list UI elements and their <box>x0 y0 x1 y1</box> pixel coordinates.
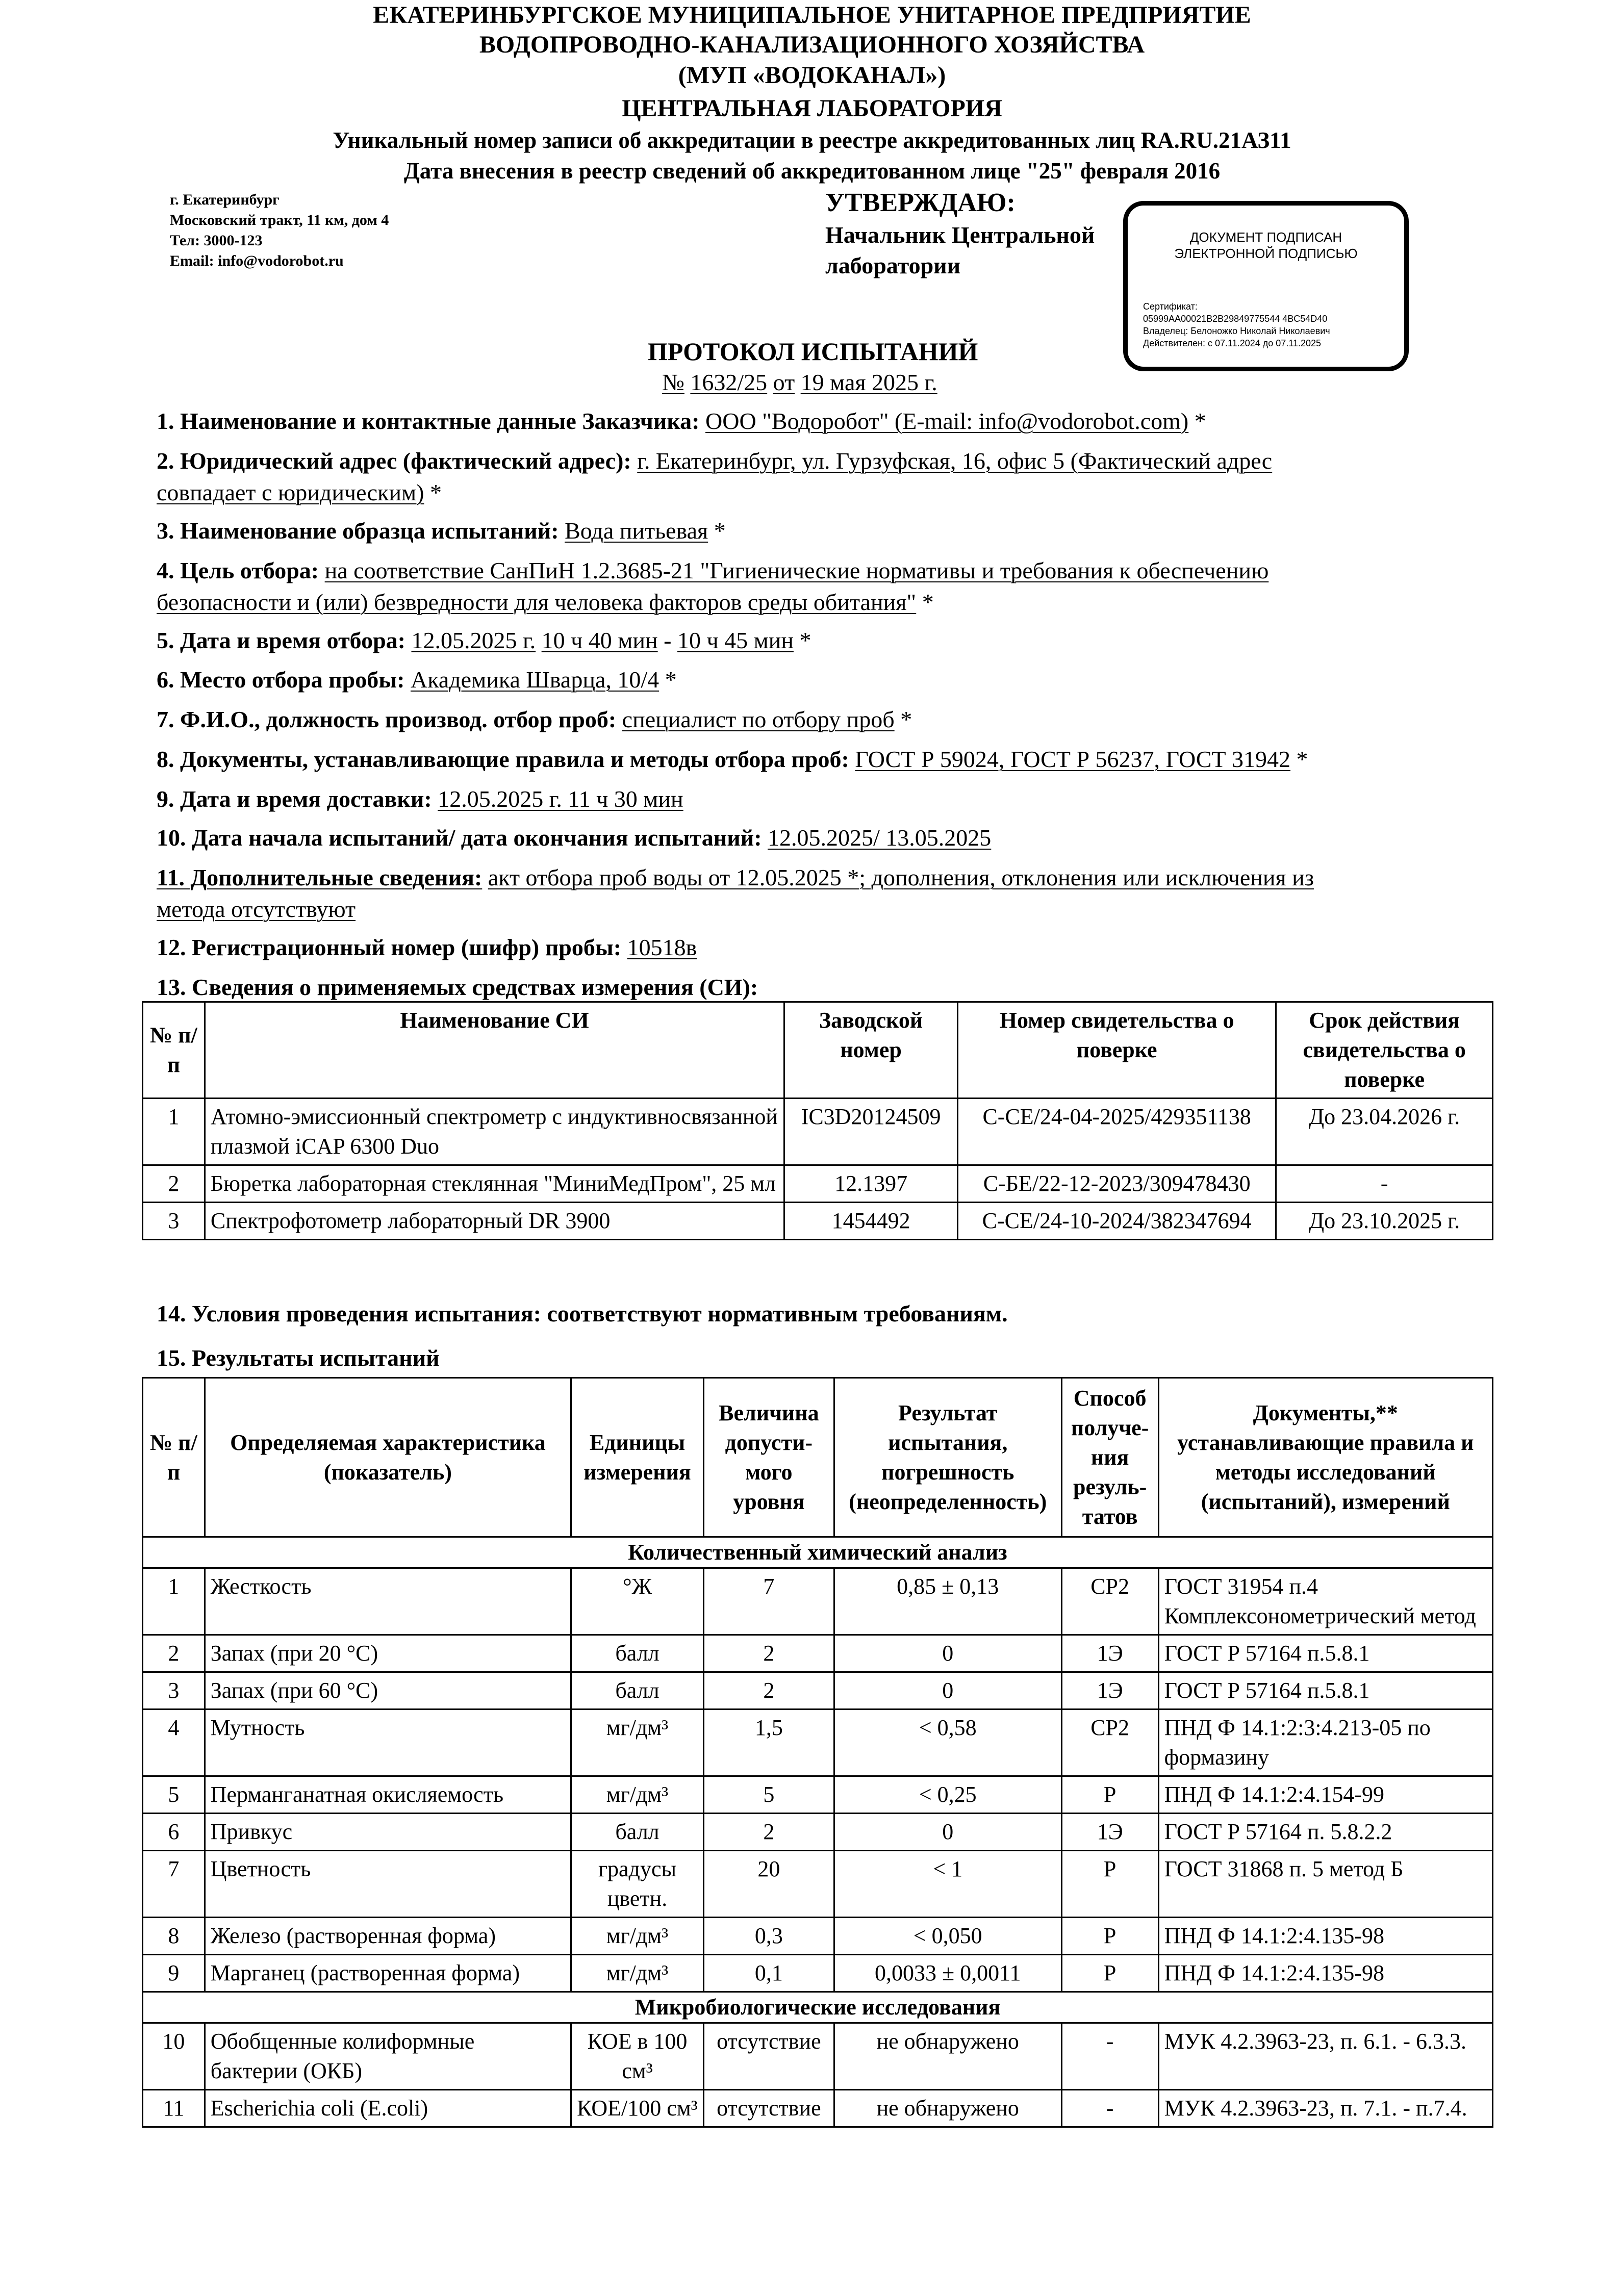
results-cell: Марганец (растворенная форма) <box>205 1955 571 1992</box>
results-cell: 1,5 <box>703 1710 834 1776</box>
results-cell: - <box>1061 2023 1158 2090</box>
item-14: 14. Условия проведения испытания: соответствуют нормативным требованиям. <box>157 1300 1008 1326</box>
item-2-label: 2. Юридический адрес (фактический адрес): <box>157 448 631 474</box>
results-cell: 0,1 <box>703 1955 834 1992</box>
results-cell: мг/дм³ <box>571 1955 704 1992</box>
results-cell: 2 <box>143 1635 205 1672</box>
results-cell: < 0,58 <box>834 1710 1061 1776</box>
table-row <box>143 1165 1493 1203</box>
contact-email: Email: info@vodorobot.ru <box>170 252 344 269</box>
results-cell: отсутствие <box>703 2090 834 2127</box>
org-name-line1: ЕКАТЕРИНБУРГСКОЕ МУНИЦИПАЛЬНОЕ УНИТАРНОЕ ПРЕДПРИЯТИЕ <box>373 2 1251 29</box>
section-chemical: Количественный химический анализ <box>143 1537 1493 1568</box>
results-cell: 7 <box>143 1851 205 1918</box>
results-cell: балл <box>571 1672 704 1710</box>
item-6-value: Академика Шварца, 10/4 <box>410 667 659 693</box>
stamp-owner: Владелец: Белоножко Николай Николаевич <box>1143 326 1330 336</box>
si-cell: 12.1397 <box>784 1165 958 1203</box>
results-cell: СР2 <box>1061 1710 1158 1776</box>
item-11-value-b: метода отсутствуют <box>157 896 356 922</box>
results-cell: 1Э <box>1061 1672 1158 1710</box>
item-8-label: 8. Документы, устанавливающие правила и методы отбора проб: <box>157 746 849 772</box>
results-cell: < 1 <box>834 1851 1061 1918</box>
item-9 <box>157 783 1493 815</box>
item-5-star: * <box>799 627 811 653</box>
protocol-from: от <box>773 369 795 395</box>
results-cell: мг/дм³ <box>571 1776 704 1814</box>
table-row <box>143 1568 1493 1635</box>
results-cell: ПНД Ф 14.1:2:3:4.213-05 по формазину <box>1158 1710 1492 1776</box>
results-cell: Р <box>1061 1918 1158 1955</box>
si-header-certificate: Номер свидетельства о поверке <box>958 1002 1276 1099</box>
si-cell: 3 <box>143 1203 205 1240</box>
stamp-cert: 05999AA00021B2B29849775544 4BC54D40 <box>1143 314 1328 324</box>
results-cell: °Ж <box>571 1568 704 1635</box>
item-1-star: * <box>1194 408 1206 434</box>
protocol-number-line <box>662 367 937 398</box>
contact-address: Московский тракт, 11 км, дом 4 <box>170 212 389 228</box>
table-row <box>143 1099 1493 1165</box>
results-header-result: Результат испытания, погрешность (неопределенность) <box>834 1378 1061 1537</box>
protocol-date: 19 мая 2025 г. <box>800 369 937 395</box>
si-table-header <box>143 1002 1493 1099</box>
item-10-label: 10. Дата начала испытаний/ дата окончания испытаний: <box>157 825 762 851</box>
section-row <box>143 1992 1493 2023</box>
table-row <box>143 1851 1493 1918</box>
item-1-label: 1. Наименование и контактные данные Заказчика: <box>157 408 700 434</box>
results-cell: мг/дм³ <box>571 1918 704 1955</box>
results-cell: 1 <box>143 1568 205 1635</box>
si-cell: 2 <box>143 1165 205 1203</box>
results-cell: 0 <box>834 1672 1061 1710</box>
item-13-label: 13. Сведения о применяемых средствах измерения (СИ): <box>157 974 758 1000</box>
item-4 <box>157 555 1493 618</box>
stamp-cert-label: Сертификат: <box>1143 301 1198 312</box>
results-cell: ГОСТ Р 57164 п.5.8.1 <box>1158 1672 1492 1710</box>
results-header-documents: Документы,** устанавливающие правила и методы исследований (испытаний), измерений <box>1158 1378 1492 1537</box>
item-5: 5. Дата и время отбора: 12.05.2025 г. 10 ч 40 мин - 10 ч 45 мин * <box>157 627 811 653</box>
results-header-method: Способ получе-ния резуль-татов <box>1061 1378 1158 1537</box>
si-header-serial: Заводской номер <box>784 1002 958 1099</box>
results-cell: ПНД Ф 14.1:2:4.135-98 <box>1158 1955 1492 1992</box>
si-cell: - <box>1276 1165 1493 1203</box>
results-cell: балл <box>571 1635 704 1672</box>
table-row <box>143 1635 1493 1672</box>
results-cell: ПНД Ф 14.1:2:4.154-99 <box>1158 1776 1492 1814</box>
stamp-title-2: ЭЛЕКТРОННОЙ ПОДПИСЬЮ <box>1174 246 1358 261</box>
results-cell: Р <box>1061 1955 1158 1992</box>
results-cell: 10 <box>143 2023 205 2090</box>
results-table-header <box>143 1378 1493 1537</box>
si-cell: 1454492 <box>784 1203 958 1240</box>
si-cell: До 23.04.2026 г. <box>1276 1099 1493 1165</box>
item-4-star: * <box>922 589 934 615</box>
item-7 <box>157 704 1493 735</box>
results-cell: 2 <box>703 1672 834 1710</box>
results-cell: Запах (при 20 °С) <box>205 1635 571 1672</box>
results-cell: 2 <box>703 1814 834 1851</box>
si-table <box>142 1001 1493 1240</box>
results-cell: 5 <box>703 1776 834 1814</box>
item-8-star: * <box>1296 746 1308 772</box>
item-2-value-a: г. Екатеринбург, ул. Гурзуфская, 16, офис 5 (Фактический адрес <box>637 448 1273 474</box>
approval-line2: лаборатории <box>825 252 961 278</box>
section-microbiological: Микробиологические исследования <box>143 1992 1493 2023</box>
item-11-value-a: акт отбора проб воды от 12.05.2025 *; дополнения, отклонения или исключения из <box>488 864 1314 890</box>
results-cell: ГОСТ 31954 п.4 Комплексонометрический метод <box>1158 1568 1492 1635</box>
item-12-value: 10518в <box>627 934 697 960</box>
item-3-value: Вода питьевая <box>565 518 708 544</box>
protocol-title: ПРОТОКОЛ ИСПЫТАНИЙ <box>648 337 978 366</box>
results-cell: 6 <box>143 1814 205 1851</box>
item-6-label: 6. Место отбора пробы: <box>157 667 405 693</box>
table-row <box>143 1203 1493 1240</box>
si-header-no: № п/п <box>143 1002 205 1099</box>
results-header-units: Единицы измерения <box>571 1378 704 1537</box>
table-row <box>143 1955 1493 1992</box>
results-cell: КОЕ/100 см³ <box>571 2090 704 2127</box>
si-cell: С-СЕ/24-04-2025/429351138 <box>958 1099 1276 1165</box>
item-3 <box>157 515 1493 547</box>
results-cell: 0,3 <box>703 1918 834 1955</box>
results-cell: 0 <box>834 1635 1061 1672</box>
results-cell: 4 <box>143 1710 205 1776</box>
item-5-from: 10 ч 40 мин <box>541 627 658 653</box>
results-cell: 3 <box>143 1672 205 1710</box>
results-cell: < 0,25 <box>834 1776 1061 1814</box>
item-10 <box>157 822 1493 854</box>
results-cell: ГОСТ Р 57164 п.5.8.1 <box>1158 1635 1492 1672</box>
results-cell: < 0,050 <box>834 1918 1061 1955</box>
results-cell: КОЕ в 100 см³ <box>571 2023 704 2090</box>
contact-city: г. Екатеринбург <box>170 191 280 208</box>
results-cell: 1Э <box>1061 1814 1158 1851</box>
item-15: 15. Результаты испытаний <box>157 1345 440 1371</box>
results-cell: ГОСТ Р 57164 п. 5.8.2.2 <box>1158 1814 1492 1851</box>
item-5-to: 10 ч 45 мин <box>677 627 794 653</box>
si-cell: С-БЕ/22-12-2023/309478430 <box>958 1165 1276 1203</box>
item-1 <box>157 405 1493 437</box>
item-4-value-b: безопасности и (или) безвредности для человека факторов среды обитания" <box>157 589 917 615</box>
item-4-value-a: на соответствие СанПиН 1.2.3685-21 "Гигиенические нормативы и требования к обеспечению <box>324 557 1269 583</box>
org-name-line3: (МУП «ВОДОКАНАЛ») <box>678 62 946 89</box>
results-header-permissible: Величина допусти-мого уровня <box>703 1378 834 1537</box>
item-12 <box>157 932 1493 963</box>
table-row <box>143 2090 1493 2127</box>
results-cell: ПНД Ф 14.1:2:4.135-98 <box>1158 1918 1492 1955</box>
item-12-label: 12. Регистрационный номер (шифр) пробы: <box>157 934 622 960</box>
results-cell: Escherichia coli (E.coli) <box>205 2090 571 2127</box>
item-5-label: 5. Дата и время отбора: <box>157 627 405 653</box>
results-cell: Запах (при 60 °С) <box>205 1672 571 1710</box>
results-cell: Привкус <box>205 1814 571 1851</box>
si-cell: 1 <box>143 1099 205 1165</box>
item-11 <box>157 862 1493 925</box>
item-6 <box>157 664 1493 696</box>
table-row <box>143 1710 1493 1776</box>
results-cell: градусы цветн. <box>571 1851 704 1918</box>
results-cell: - <box>1061 2090 1158 2127</box>
results-cell: МУК 4.2.3963-23, п. 6.1. - 6.3.3. <box>1158 2023 1492 2090</box>
item-3-label: 3. Наименование образца испытаний: <box>157 518 559 544</box>
protocol-no-label: № <box>662 369 684 395</box>
si-cell: Спектрофотометр лабораторный DR 3900 <box>205 1203 784 1240</box>
results-cell: Перманганатная окисляемость <box>205 1776 571 1814</box>
results-cell: мг/дм³ <box>571 1710 704 1776</box>
results-cell: балл <box>571 1814 704 1851</box>
section-row <box>143 1537 1493 1568</box>
item-11-label: 11. Дополнительные сведения: <box>157 864 483 890</box>
table-row <box>143 1776 1493 1814</box>
item-6-star: * <box>665 667 677 693</box>
table-row <box>143 1918 1493 1955</box>
si-cell: До 23.10.2025 г. <box>1276 1203 1493 1240</box>
results-cell: 0,85 ± 0,13 <box>834 1568 1061 1635</box>
results-cell: Р <box>1061 1776 1158 1814</box>
results-cell: 5 <box>143 1776 205 1814</box>
results-table <box>142 1377 1493 2128</box>
results-cell: не обнаружено <box>834 2023 1061 2090</box>
results-cell: Мутность <box>205 1710 571 1776</box>
si-cell: Бюретка лабораторная стеклянная "МиниМедПром", 25 мл <box>205 1165 784 1203</box>
item-1-value: ООО "Водоробот" (E-mail: info@vodorobot.com) <box>705 408 1189 434</box>
item-4-label: 4. Цель отбора: <box>157 557 319 583</box>
item-9-value: 12.05.2025 г. 11 ч 30 мин <box>438 786 683 812</box>
si-cell: Атомно-эмиссионный спектрометр с индуктивносвязанной плазмой iCAP 6300 Duo <box>205 1099 784 1165</box>
results-cell: 7 <box>703 1568 834 1635</box>
results-cell: 8 <box>143 1918 205 1955</box>
si-cell: IC3D20124509 <box>784 1099 958 1165</box>
approval-title: УТВЕРЖДАЮ: <box>825 188 1016 217</box>
stamp-title-1: ДОКУМЕНТ ПОДПИСАН <box>1189 229 1342 245</box>
si-header-validity: Срок действия свидетельства о поверке <box>1276 1002 1493 1099</box>
results-cell: 0,0033 ± 0,0011 <box>834 1955 1061 1992</box>
item-2-value-b: совпадает с юридическим) <box>157 479 424 505</box>
item-10-value: 12.05.2025/ 13.05.2025 <box>768 825 992 851</box>
results-cell: Обобщенные колиформные бактерии (ОКБ) <box>205 2023 571 2090</box>
item-7-label: 7. Ф.И.О., должность производ. отбор проб: <box>157 706 617 732</box>
results-cell: 20 <box>703 1851 834 1918</box>
accreditation-number: Уникальный номер записи об аккредитации в реестре аккредитованных лиц RA.RU.21АЗ11 <box>333 127 1291 153</box>
item-2-star: * <box>429 479 442 505</box>
results-cell: Жесткость <box>205 1568 571 1635</box>
results-cell: ГОСТ 31868 п. 5 метод Б <box>1158 1851 1492 1918</box>
electronic-signature-stamp <box>1123 201 1409 371</box>
results-cell: 11 <box>143 2090 205 2127</box>
results-cell: Цветность <box>205 1851 571 1918</box>
contact-phone: Тел: 3000-123 <box>170 232 263 249</box>
protocol-number: 1632/25 <box>690 369 768 395</box>
results-cell: 9 <box>143 1955 205 1992</box>
results-cell: 0 <box>834 1814 1061 1851</box>
approval-line1: Начальник Центральной <box>825 222 1095 248</box>
item-5-date: 12.05.2025 г. <box>411 627 536 653</box>
results-cell: Железо (растворенная форма) <box>205 1918 571 1955</box>
item-7-value: специалист по отбору проб <box>622 706 895 732</box>
si-cell: С-СЕ/24-10-2024/382347694 <box>958 1203 1276 1240</box>
item-9-label: 9. Дата и время доставки: <box>157 786 432 812</box>
si-header-name: Наименование СИ <box>205 1002 784 1099</box>
results-cell: МУК 4.2.3963-23, п. 7.1. - п.7.4. <box>1158 2090 1492 2127</box>
table-row <box>143 2023 1493 2090</box>
item-3-star: * <box>714 518 726 544</box>
table-row <box>143 1672 1493 1710</box>
item-8 <box>157 744 1493 775</box>
item-7-star: * <box>900 706 912 732</box>
org-name-line2: ВОДОПРОВОДНО-КАНАЛИЗАЦИОННОГО ХОЗЯЙСТВА <box>479 31 1145 58</box>
results-cell: 2 <box>703 1635 834 1672</box>
lab-name: ЦЕНТРАЛЬНАЯ ЛАБОРАТОРИЯ <box>622 95 1002 122</box>
stamp-valid: Действителен: с 07.11.2024 до 07.11.2025 <box>1143 338 1322 348</box>
item-8-value: ГОСТ Р 59024, ГОСТ Р 56237, ГОСТ 31942 <box>855 746 1291 772</box>
results-cell: не обнаружено <box>834 2090 1061 2127</box>
item-2 <box>157 445 1493 508</box>
results-cell: 1Э <box>1061 1635 1158 1672</box>
results-cell: СР2 <box>1061 1568 1158 1635</box>
results-header-characteristic: Определяемая характеристика (показатель) <box>205 1378 571 1537</box>
table-row <box>143 1814 1493 1851</box>
results-cell: отсутствие <box>703 2023 834 2090</box>
results-header-no: № п/п <box>143 1378 205 1537</box>
accreditation-date: Дата внесения в реестр сведений об аккредитованном лице "25" февраля 2016 <box>403 158 1221 184</box>
results-cell: Р <box>1061 1851 1158 1918</box>
